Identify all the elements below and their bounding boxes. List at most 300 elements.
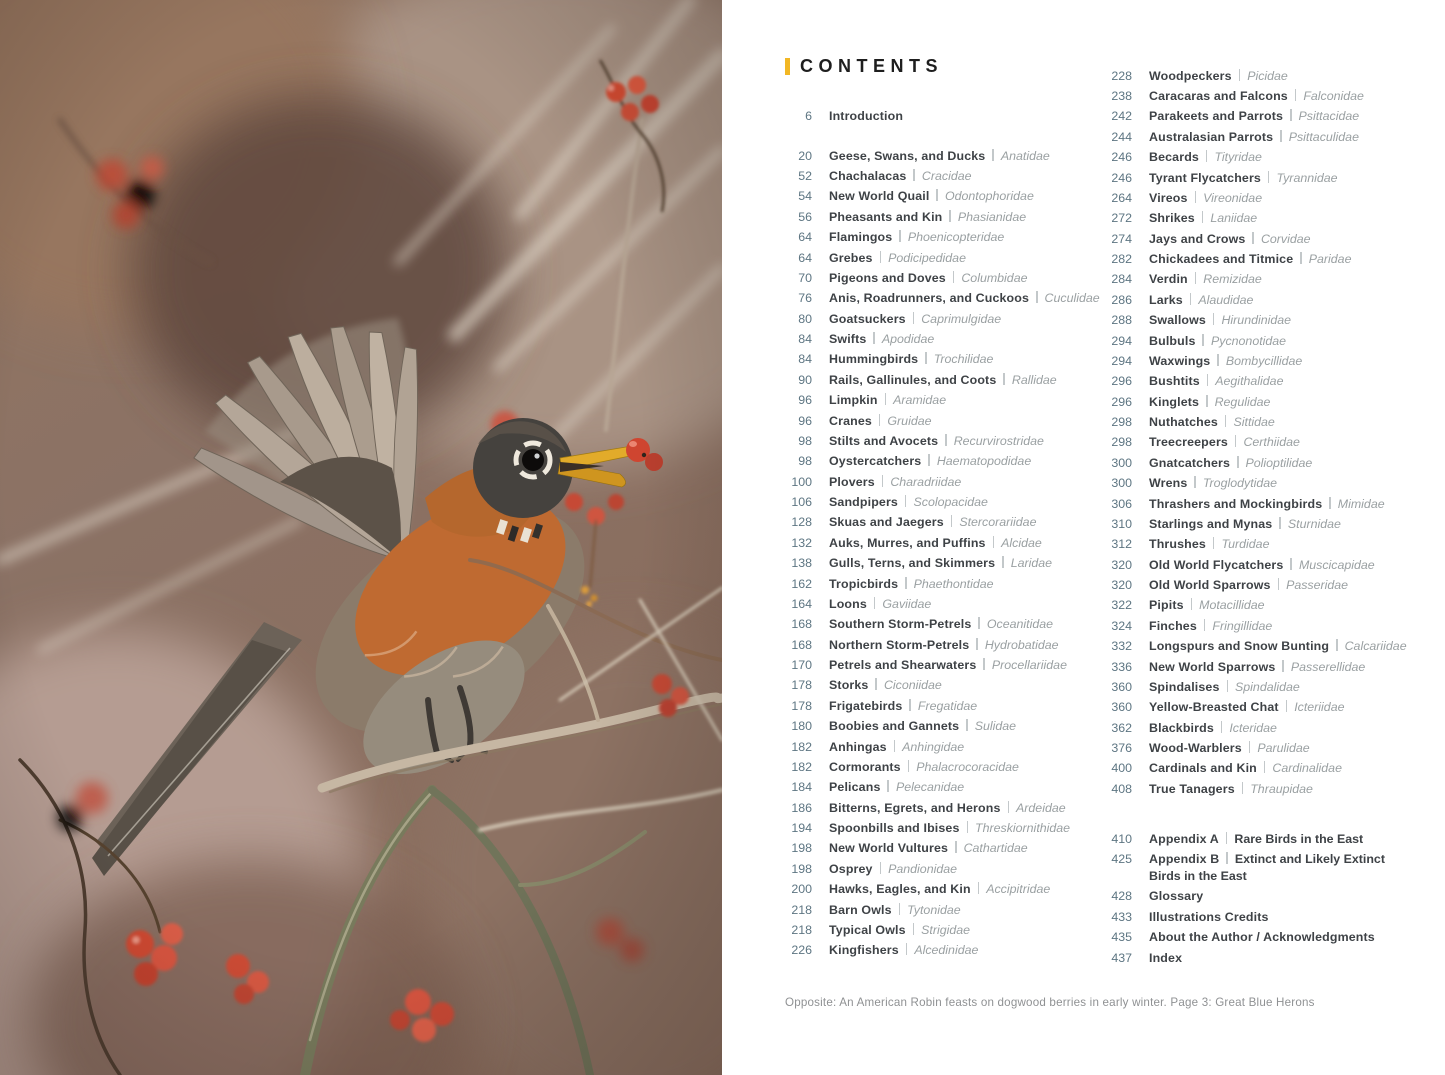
separator-bar (936, 189, 938, 201)
toc-page-number: 64 (798, 230, 812, 245)
toc-page-number: 320 (1111, 557, 1132, 572)
separator-bar (1226, 852, 1228, 864)
toc-entry (1106, 759, 1445, 779)
toc-page-number: 184 (791, 780, 812, 795)
toc-family-name: Corvidae (1260, 231, 1311, 246)
toc-entry-name: Boobies and Gannets (829, 719, 960, 734)
toc-entry (1106, 66, 1445, 86)
toc-family-name: Gruidae (887, 413, 932, 428)
title-accent-bar (785, 58, 790, 75)
toc-family-name: Vireonidae (1203, 190, 1263, 205)
separator-bar (1202, 211, 1204, 223)
separator-bar (1195, 191, 1197, 203)
toc-entry-name: Wood-Warblers (1149, 741, 1242, 756)
toc-page-number: 296 (1111, 394, 1132, 409)
toc-entry (785, 615, 1130, 635)
toc-entry-name: Yellow-Breasted Chat (1149, 700, 1279, 715)
toc-entry (1106, 779, 1445, 799)
toc-entry (1106, 229, 1445, 249)
toc-entry (1106, 412, 1445, 432)
toc-entry-name: Old World Sparrows (1149, 578, 1271, 593)
toc-family-name: Picidae (1247, 68, 1288, 83)
toc-family-name: Alcidae (1001, 535, 1042, 550)
toc-page-number: 433 (1111, 909, 1132, 924)
separator-bar (966, 719, 968, 731)
separator-bar (967, 821, 969, 833)
toc-entry (1106, 887, 1418, 907)
toc-entry (1106, 677, 1445, 697)
separator-bar (953, 271, 955, 283)
separator-bar (1213, 313, 1215, 325)
toc-family-name: Gaviidae (882, 596, 932, 611)
toc-family-name: Tyrannidae (1276, 170, 1338, 185)
toc-page-number: 272 (1111, 211, 1132, 226)
toc-family-name: Cracidae (921, 169, 972, 184)
toc-page-number: 128 (791, 515, 812, 530)
toc-entry-name: Spoonbills and Ibises (829, 821, 960, 836)
toc-page-number: 294 (1111, 353, 1132, 368)
toc-entry-name: Oystercatchers (829, 454, 922, 469)
toc-page-number: 132 (791, 535, 812, 550)
toc-family-name: Ciconiidae (883, 678, 942, 693)
toc-page-number: 164 (791, 596, 812, 611)
toc-page-number: 244 (1111, 129, 1132, 144)
toc-entry-name: Petrels and Shearwaters (829, 658, 977, 673)
toc-page-number: 300 (1111, 476, 1132, 491)
toc-family-name: Paridae (1308, 252, 1352, 267)
toc-entry-name: Osprey (829, 861, 873, 876)
toc-page-number: 6 (805, 108, 812, 123)
toc-entry-name: Vireos (1149, 190, 1188, 205)
toc-page-number: 274 (1111, 231, 1132, 246)
toc-page-number: 294 (1111, 333, 1132, 348)
separator-bar (1221, 721, 1223, 733)
toc-page-number: 218 (791, 922, 812, 937)
toc-entry-name: Barn Owls (829, 902, 892, 917)
separator-bar (1213, 537, 1215, 549)
toc-family-name: Anhingidae (902, 739, 965, 754)
toc-family-name: Phaethontidae (913, 576, 994, 591)
toc-entry-name: Verdin (1149, 272, 1188, 287)
separator-bar (983, 658, 985, 670)
separator-bar (1329, 497, 1331, 509)
separator-bar (1286, 700, 1288, 712)
toc-page-number: 70 (798, 270, 812, 285)
toc-entry (1106, 616, 1445, 636)
toc-family-name: Ardeidae (1016, 800, 1066, 815)
toc-page-number: 332 (1111, 639, 1132, 654)
toc-entry-name: Gulls, Terns, and Skimmers (829, 556, 996, 571)
separator-bar (1264, 761, 1266, 773)
separator-bar (1280, 130, 1282, 142)
toc-entry-name: Grebes (829, 250, 873, 265)
toc-entry-name: Old World Flycatchers (1149, 557, 1284, 572)
toc-family-name: Cardinalidae (1272, 761, 1342, 776)
toc-entry-name: Pipits (1149, 598, 1184, 613)
toc-entry-name: Waxwings (1149, 353, 1211, 368)
toc-entry (1106, 657, 1445, 677)
toc-page-number: 242 (1111, 109, 1132, 124)
toc-page-number: 284 (1111, 272, 1132, 287)
toc-page-number: 310 (1111, 516, 1132, 531)
toc-page-number: 200 (791, 882, 812, 897)
toc-page-number: 228 (1111, 68, 1132, 83)
toc-family-name: Sulidae (974, 719, 1017, 734)
toc-entry (785, 106, 1125, 126)
toc-page-number: 336 (1111, 659, 1132, 674)
separator-bar (1237, 456, 1239, 468)
separator-bar (1300, 252, 1302, 264)
separator-bar (913, 169, 915, 181)
toc-page-number: 218 (791, 902, 812, 917)
toc-entry (1106, 127, 1445, 147)
toc-page-number: 56 (798, 209, 812, 224)
toc-page-number: 322 (1111, 598, 1132, 613)
toc-family-name: Troglodytidae (1202, 476, 1278, 491)
toc-entry (785, 309, 1130, 329)
toc-entry-name: Caracaras and Falcons (1149, 89, 1288, 104)
toc-family-name: Falconidae (1303, 89, 1364, 104)
toc-entry-name: Stilts and Avocets (829, 433, 939, 448)
separator-bar (1207, 374, 1209, 386)
separator-bar (951, 515, 953, 527)
separator-bar (887, 780, 889, 792)
separator-bar (906, 943, 908, 955)
separator-bar (1195, 272, 1197, 284)
toc-entry (1106, 698, 1445, 718)
separator-bar (913, 923, 915, 935)
toc-entry (785, 187, 1130, 207)
toc-entry (1106, 249, 1445, 269)
toc-page-number: 408 (1111, 781, 1132, 796)
toc-family-name: Muscicapidae (1298, 557, 1375, 572)
toc-entry-name: Longspurs and Snow Bunting (1149, 639, 1330, 654)
toc-entry-name: New World Vultures (829, 841, 949, 856)
toc-entry-name: Flamingos (829, 230, 893, 245)
separator-bar (1235, 435, 1237, 447)
toc-entry-name: Pheasants and Kin (829, 209, 943, 224)
separator-bar (955, 841, 957, 853)
toc-page-number: 162 (791, 576, 812, 591)
toc-page-number: 425 (1111, 852, 1132, 867)
toc-entry (1106, 514, 1445, 534)
toc-page-number: 286 (1111, 292, 1132, 307)
toc-entry-name: Appendix B (1149, 852, 1220, 867)
toc-family-name: Caprimulgidae (921, 311, 1002, 326)
toc-entry-detail: Rare Birds in the East (1234, 831, 1364, 846)
toc-family-name: Laridae (1010, 556, 1053, 571)
toc-entry (785, 839, 1130, 859)
toc-entry (785, 207, 1130, 227)
toc-entry-name: Woodpeckers (1149, 68, 1232, 83)
toc-family-name: Odontophoridae (944, 189, 1034, 204)
toc-entry (1106, 392, 1445, 412)
page-title-row (785, 56, 943, 77)
toc-entry-name: Treecreepers (1149, 435, 1228, 450)
toc-entry (785, 166, 1130, 186)
toc-family-name: Thraupidae (1250, 781, 1313, 796)
toc-family-name: Hydrobatidae (984, 637, 1059, 652)
toc-entry-name: Limpkin (829, 393, 878, 408)
toc-right-column (1106, 66, 1445, 800)
toc-entry (785, 370, 1130, 390)
toc-entry (785, 798, 1130, 818)
separator-bar (1290, 558, 1292, 570)
toc-entry (785, 146, 1130, 166)
toc-page-number: 90 (798, 372, 812, 387)
toc-family-name: Phoenicopteridae (907, 230, 1005, 245)
toc-entry-name: Swifts (829, 332, 867, 347)
separator-bar (1268, 171, 1270, 183)
toc-entry (785, 778, 1130, 798)
toc-family-name: Strigidae (921, 922, 971, 937)
toc-family-name: Icteridae (1229, 720, 1277, 735)
separator-bar (899, 230, 901, 242)
toc-family-name: Psittacidae (1298, 109, 1360, 124)
toc-entry (1106, 86, 1445, 106)
toc-entry (1106, 907, 1418, 927)
toc-entry (1106, 829, 1418, 849)
toc-entry-name: Cranes (829, 413, 872, 428)
toc-page-number: 300 (1111, 455, 1132, 470)
toc-page-number: 198 (791, 841, 812, 856)
toc-family-name: Podicipedidae (888, 250, 966, 265)
toc-page-number: 428 (1111, 889, 1132, 904)
toc-entry (785, 228, 1130, 248)
separator-bar (1036, 291, 1038, 303)
toc-family-name: Bombycillidae (1225, 353, 1303, 368)
toc-page-number: 376 (1111, 741, 1132, 756)
toc-entry (1106, 168, 1445, 188)
separator-bar (992, 149, 994, 161)
separator-bar (909, 699, 911, 711)
toc-page-number: 96 (798, 413, 812, 428)
toc-family-name: Columbidae (961, 270, 1028, 285)
separator-bar (1278, 578, 1280, 590)
toc-family-name: Anatidae (1000, 148, 1050, 163)
vignette (0, 0, 722, 1075)
toc-entry-name: Australasian Parrots (1149, 129, 1274, 144)
toc-entry (785, 594, 1130, 614)
toc-page-number: 435 (1111, 930, 1132, 945)
toc-page-number: 98 (798, 433, 812, 448)
separator-bar (1008, 801, 1010, 813)
toc-family-name: Hirundinidae (1221, 313, 1292, 328)
toc-page-number: 178 (791, 678, 812, 693)
separator-bar (1003, 373, 1005, 385)
toc-family-name: Icteriidae (1294, 700, 1345, 715)
toc-family-name: Rallidae (1011, 372, 1057, 387)
toc-entry (785, 717, 1130, 737)
toc-family-name: Pandionidae (888, 861, 958, 876)
toc-entry-name: True Tanagers (1149, 781, 1235, 796)
toc-entry (1106, 596, 1445, 616)
separator-bar (880, 251, 882, 263)
separator-bar (1225, 415, 1227, 427)
separator-bar (928, 454, 930, 466)
separator-bar (1217, 354, 1219, 366)
toc-entry-name: Tropicbirds (829, 576, 899, 591)
toc-entry-name: Thrashers and Mockingbirds (1149, 496, 1323, 511)
toc-family-name: Accipitridae (986, 882, 1051, 897)
toc-entry-name: About the Author / Acknowledgments (1149, 930, 1375, 945)
toc-family-name: Sturnidae (1287, 516, 1341, 531)
toc-entry-name: Rails, Gallinules, and Coots (829, 372, 997, 387)
toc-entry (785, 880, 1130, 900)
separator-bar (976, 638, 978, 650)
toc-entry (785, 900, 1130, 920)
separator-bar (882, 475, 884, 487)
toc-family-name: Motacillidae (1199, 598, 1265, 613)
toc-family-name: Psittaculidae (1288, 129, 1359, 144)
toc-entry (1106, 107, 1445, 127)
toc-entry (785, 513, 1130, 533)
toc-family-name: Procellariidae (991, 658, 1067, 673)
toc-page-number: 288 (1111, 313, 1132, 328)
toc-entry-name: Northern Storm-Petrels (829, 637, 970, 652)
toc-entry-name: Typical Owls (829, 922, 906, 937)
toc-family-name: Aramidae (893, 393, 947, 408)
toc-entry (785, 492, 1130, 512)
toc-entry (1106, 494, 1445, 514)
toc-family-name: Threskiornithidae (975, 821, 1071, 836)
toc-entry-name: Anhingas (829, 739, 887, 754)
toc-entry (785, 941, 1130, 961)
separator-bar (945, 434, 947, 446)
toc-entry-name: Becards (1149, 150, 1199, 165)
toc-entry-name: Tyrant Flycatchers (1149, 170, 1261, 185)
toc-page-number: 238 (1111, 89, 1132, 104)
toc-entry (785, 859, 1130, 879)
toc-entry-name: Cormorants (829, 759, 901, 774)
toc-entry-name: Chickadees and Titmice (1149, 252, 1294, 267)
toc-family-name: Passerellidae (1290, 659, 1366, 674)
toc-back-matter (1106, 829, 1418, 968)
toc-entry (1106, 453, 1445, 473)
separator-bar (1204, 619, 1206, 631)
separator-bar (1202, 334, 1204, 346)
toc-entry (785, 411, 1130, 431)
toc-family-name: Spindalidae (1235, 679, 1300, 694)
toc-entry (785, 696, 1130, 716)
toc-entry-name: Storks (829, 678, 869, 693)
toc-family-name: Mimidae (1337, 496, 1385, 511)
page-title: CONTENTS (800, 56, 943, 76)
toc-entry-name: Anis, Roadrunners, and Cuckoos (829, 291, 1030, 306)
toc-entry-name: Frigatebirds (829, 698, 903, 713)
robin-photo (0, 0, 722, 1075)
separator-bar (874, 597, 876, 609)
toc-family-name: Regulidae (1214, 394, 1271, 409)
toc-entry-name: Larks (1149, 292, 1183, 307)
toc-page-number: 400 (1111, 761, 1132, 776)
toc-family-name: Apodidae (881, 332, 935, 347)
separator-bar (905, 577, 907, 589)
toc-entry (785, 655, 1130, 675)
toc-entry (1106, 718, 1445, 738)
toc-family-name: Phalacrocoracidae (916, 759, 1019, 774)
toc-entry (785, 452, 1130, 472)
toc-entry (1106, 351, 1445, 371)
separator-bar (905, 495, 907, 507)
toc-page-number: 98 (798, 454, 812, 469)
toc-entry-name: Kingfishers (829, 943, 899, 958)
toc-entry (785, 757, 1130, 777)
toc-entry (1106, 433, 1445, 453)
toc-family-name: Calcariidae (1344, 639, 1407, 654)
toc-entry (785, 533, 1130, 553)
separator-bar (899, 903, 901, 915)
toc-page-number: 100 (791, 474, 812, 489)
toc-page-number: 296 (1111, 374, 1132, 389)
toc-entry-name: Sandpipers (829, 495, 898, 510)
toc-page-number: 264 (1111, 190, 1132, 205)
toc-page-number: 182 (791, 759, 812, 774)
toc-family-name: Alcedinidae (914, 943, 979, 958)
toc-intro (785, 106, 1125, 126)
toc-page-number: 362 (1111, 720, 1132, 735)
toc-page-number: 84 (798, 332, 812, 347)
toc-entry (1106, 290, 1445, 310)
toc-entry (1106, 555, 1445, 575)
toc-page-number: 298 (1111, 415, 1132, 430)
toc-page-number: 186 (791, 800, 812, 815)
toc-page-number: 168 (791, 637, 812, 652)
toc-family-name: Passeridae (1286, 578, 1349, 593)
toc-entry-name: Finches (1149, 618, 1197, 633)
toc-page-number: 52 (798, 169, 812, 184)
toc-family-name: Turdidae (1221, 537, 1270, 552)
toc-entry-name: Goatsuckers (829, 311, 906, 326)
toc-entry-name: Glossary (1149, 889, 1204, 904)
separator-bar (993, 536, 995, 548)
contents-page (722, 0, 1445, 1075)
toc-entry-name: Bitterns, Egrets, and Herons (829, 800, 1001, 815)
toc-entry-name: Blackbirds (1149, 720, 1214, 735)
toc-entry-name: Gnatcatchers (1149, 455, 1230, 470)
separator-bar (1249, 741, 1251, 753)
toc-family-name: Aegithalidae (1215, 374, 1284, 389)
toc-entry-name: Pelicans (829, 780, 881, 795)
toc-entry (785, 329, 1130, 349)
toc-page-number: 178 (791, 698, 812, 713)
separator-bar (875, 678, 877, 690)
toc-entry (785, 574, 1130, 594)
toc-entry-name: Skuas and Jaegers (829, 515, 944, 530)
toc-entry (785, 920, 1130, 940)
toc-entry (785, 818, 1130, 838)
toc-entry-name: Illustrations Credits (1149, 909, 1269, 924)
toc-entry-name: Geese, Swans, and Ducks (829, 148, 986, 163)
toc-family-name: Laniidae (1210, 211, 1258, 226)
toc-entry-name: Thrushes (1149, 537, 1206, 552)
toc-page-number: 168 (791, 617, 812, 632)
toc-entry-name: Parakeets and Parrots (1149, 109, 1284, 124)
toc-entry (785, 554, 1130, 574)
toc-family-name: Scolopacidae (913, 495, 988, 510)
toc-page-number: 64 (798, 250, 812, 265)
photo-caption: Opposite: An American Robin feasts on dogwood berries in early winter. Page 3: Great Blue Herons (785, 996, 1315, 1009)
separator-bar (1206, 395, 1208, 407)
toc-page-number: 170 (791, 658, 812, 673)
toc-page-number: 437 (1111, 950, 1132, 965)
toc-entry-name: Shrikes (1149, 211, 1195, 226)
toc-entry-name: Pigeons and Doves (829, 270, 946, 285)
toc-family-name: Phasianidae (957, 209, 1027, 224)
separator-bar (949, 210, 951, 222)
toc-family-name: Trochilidae (933, 352, 994, 367)
toc-entry (1106, 535, 1445, 555)
